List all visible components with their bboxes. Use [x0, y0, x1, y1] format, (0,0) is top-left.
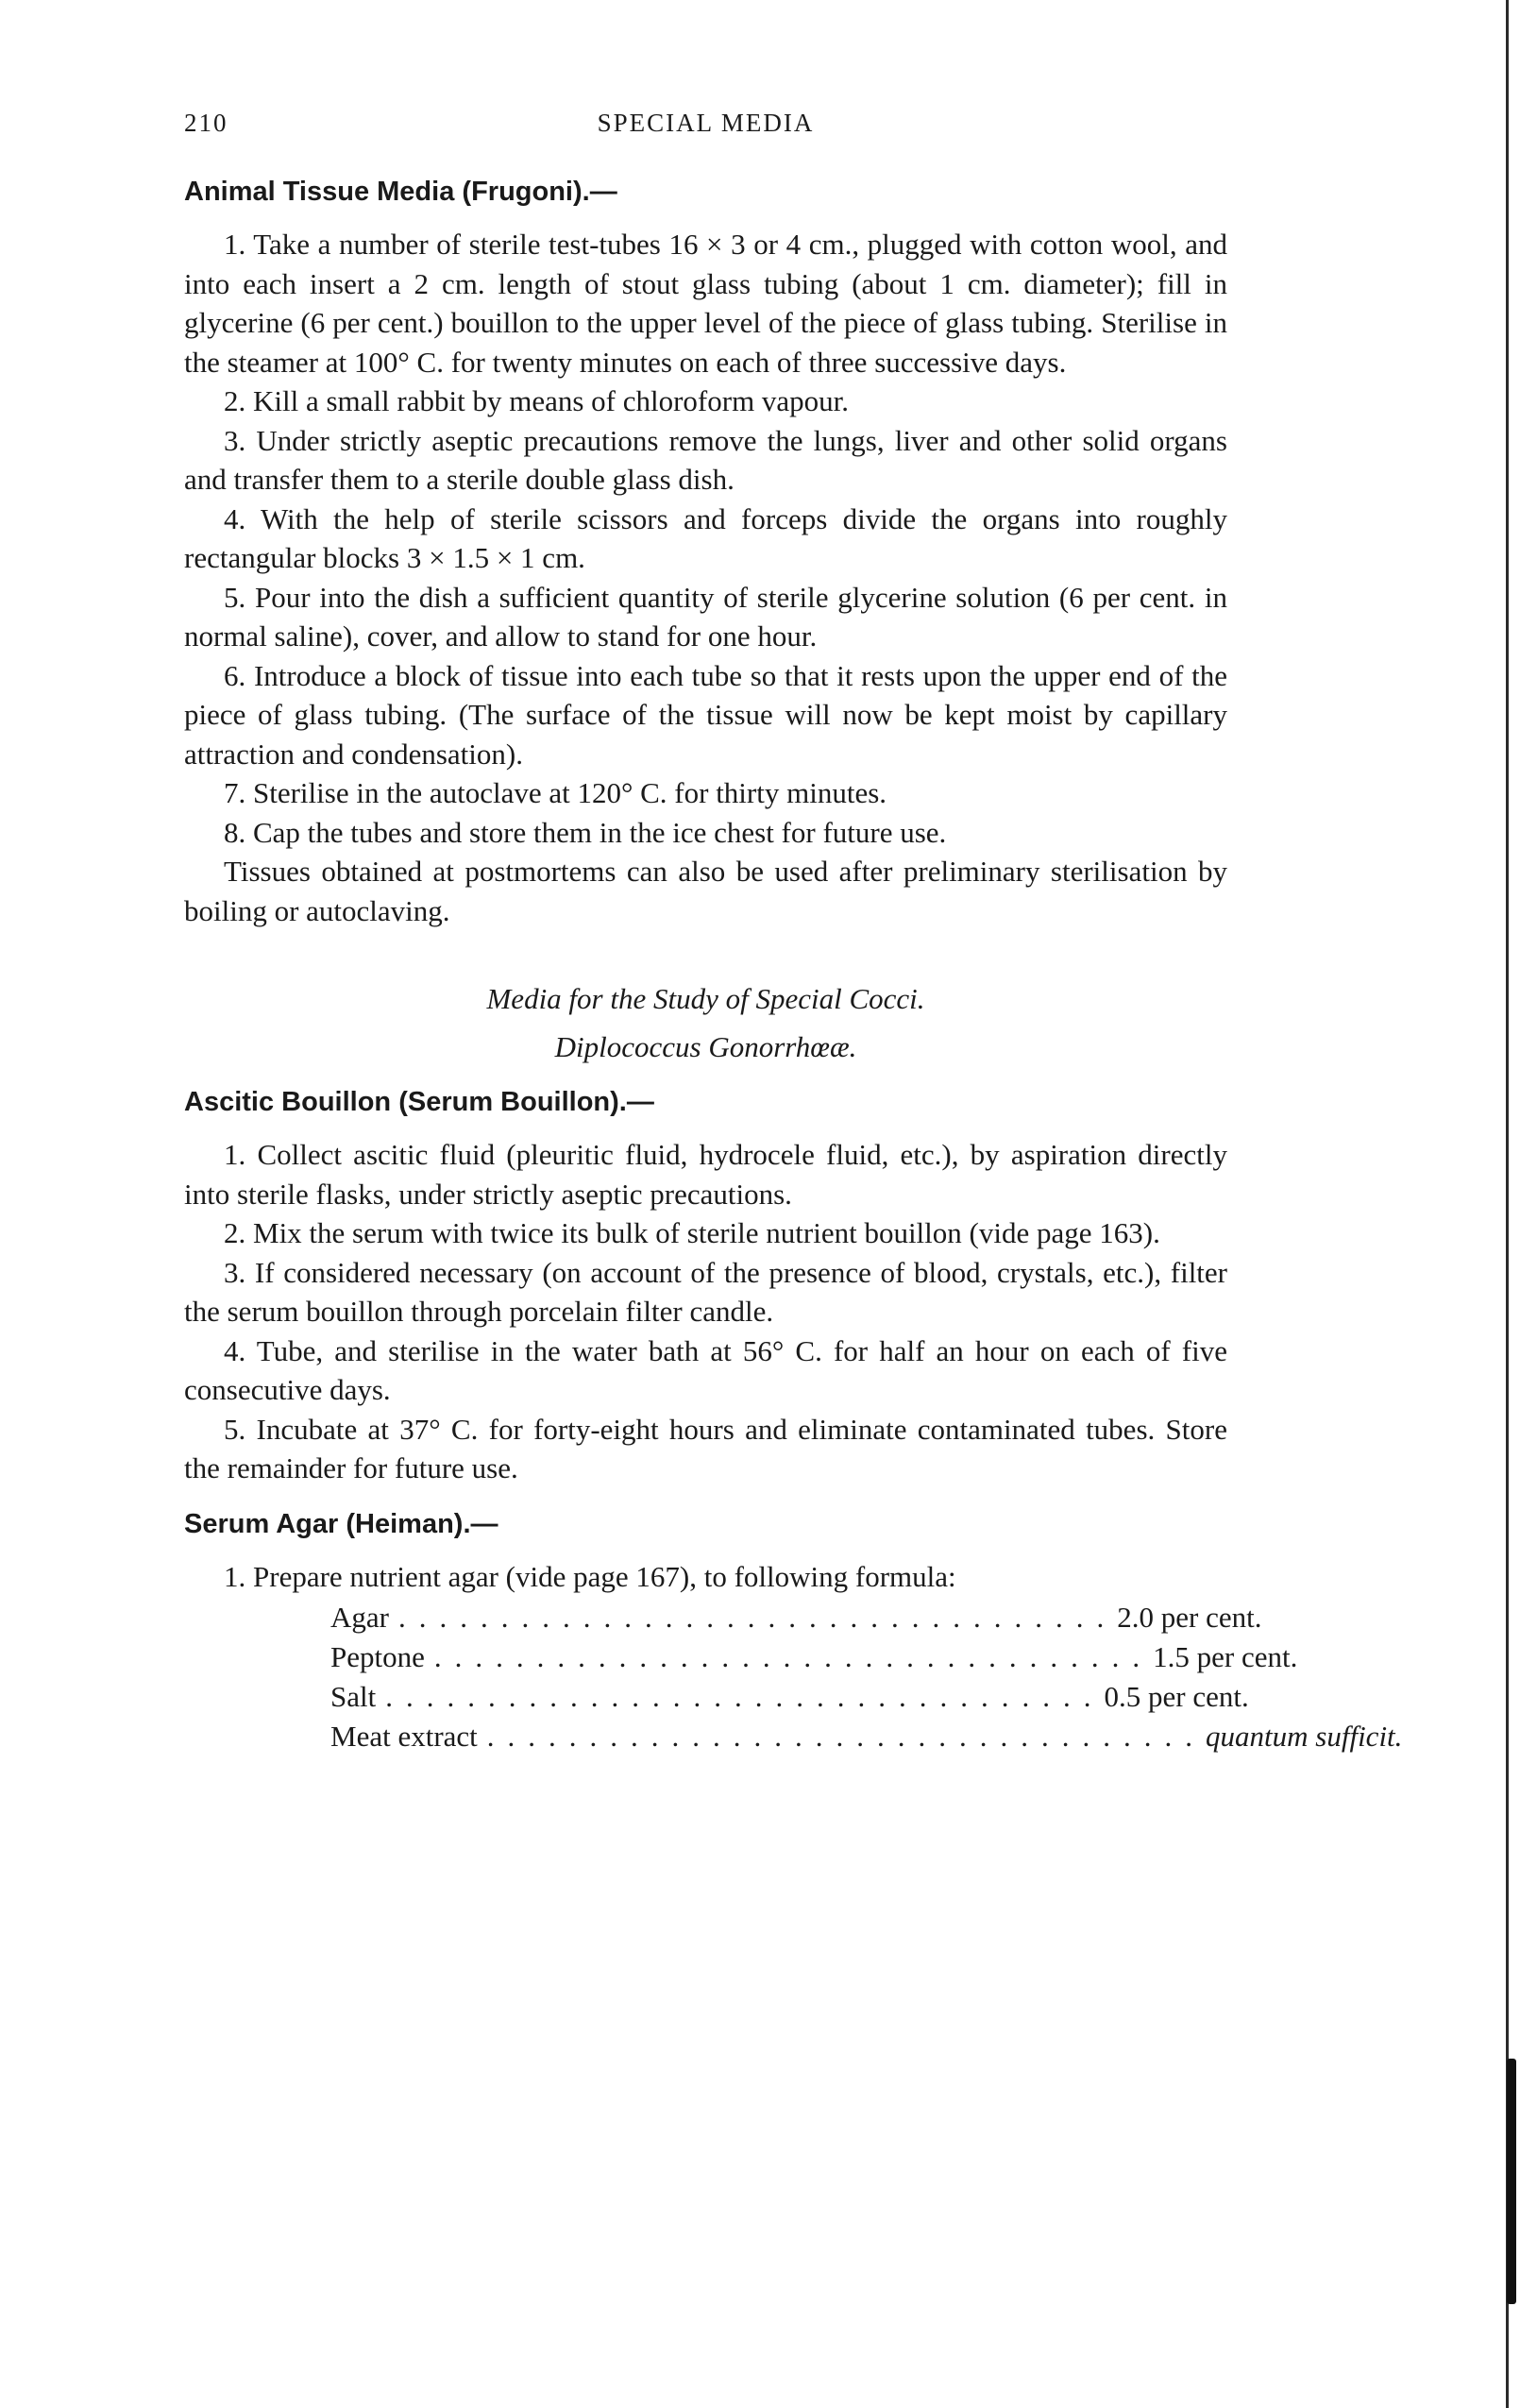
page-number: 210	[184, 109, 228, 137]
ascitic-bouillon-steps	[184, 1135, 1227, 1488]
formula-amount: 2.0 per cent.	[1117, 1601, 1262, 1634]
running-head-title: SPECIAL MEDIA	[597, 109, 815, 137]
formula-ingredient: Agar	[330, 1601, 389, 1634]
formula-row	[330, 1677, 1249, 1717]
serum-agar-formula-table	[330, 1598, 1403, 1756]
page-edge-binding-mark	[1507, 2059, 1516, 2304]
serum-agar-heading-author: (Heiman).—	[346, 1508, 498, 1539]
formula-ingredient: Salt	[330, 1680, 377, 1713]
book-page	[184, 109, 1403, 1756]
ascitic-bouillon-step-3: 3. If considered necessary (on account of the presence of blood, crystals, etc.), filter the serum bouillon through porcelain filter candle.	[184, 1255, 1227, 1328]
animal-tissue-step-4: 4. With the help of sterile scissors and forceps divide the organs into roughly rectangular blocks 3 × 1.5 × 1 cm.	[184, 501, 1227, 574]
formula-row	[330, 1717, 1403, 1756]
formula-amount: 0.5 per cent.	[1104, 1680, 1249, 1713]
animal-tissue-step-2: 2. Kill a small rabbit by means of chloroform vapour.	[224, 384, 850, 417]
running-head	[184, 109, 1227, 156]
animal-tissue-step-7: 7. Sterilise in the autoclave at 120° C. for thirty minutes.	[224, 776, 887, 809]
dot-leader: ...................................	[433, 1640, 1154, 1673]
serum-agar-heading-title: Serum Agar	[184, 1508, 339, 1539]
animal-tissue-heading	[184, 177, 1227, 208]
animal-tissue-step-8: 8. Cap the tubes and store them in the ice chest for future use.	[224, 815, 947, 849]
animal-tissue-step-3: 3. Under strictly aseptic precautions remove the lungs, liver and other solid organs and transfer them to a sterile double glass dish.	[184, 423, 1227, 496]
formula-ingredient: Peptone	[330, 1640, 425, 1673]
dot-leader: ...................................	[385, 1680, 1105, 1713]
formula-amount: quantum sufficit.	[1206, 1720, 1403, 1753]
serum-agar-heading	[184, 1509, 1227, 1540]
animal-tissue-step-5: 5. Pour into the dish a sufficient quantity of sterile glycerine solution (6 per cent. in normal saline), cover, and allow to stand for one hour.	[184, 580, 1227, 653]
animal-tissue-heading-author: (Frugoni).—	[462, 177, 617, 207]
special-cocci-title: Media for the Study of Special Cocci.	[486, 982, 925, 1015]
serum-agar-step-1: 1. Prepare nutrient agar (vide page 167), to following formula:	[224, 1559, 956, 1593]
formula-row	[330, 1637, 1298, 1677]
ascitic-bouillon-heading-title: Ascitic Bouillon	[184, 1087, 392, 1117]
ascitic-bouillon-heading-alt: (Serum Bouillon).—	[398, 1087, 654, 1117]
ascitic-bouillon-step-2: 2. Mix the serum with twice its bulk of sterile nutrient bouillon (vide page 163).	[224, 1216, 1160, 1249]
animal-tissue-step-6: 6. Introduce a block of tissue into each tube so that it rests upon the upper end of the piece of glass tubing. (The surface of the tissue will now be kept moist by capillary attraction and condensation).	[184, 658, 1227, 771]
special-cocci-subtitle: Diplococcus Gonorrhœæ.	[554, 1030, 857, 1063]
ascitic-bouillon-step-4: 4. Tube, and sterilise in the water bath at 56° C. for half an hour on each of five consecutive days.	[184, 1333, 1227, 1406]
animal-tissue-note: Tissues obtained at postmortems can also be used after preliminary sterilisation by boiling or autoclaving.	[184, 855, 1227, 927]
ascitic-bouillon-step-1: 1. Collect ascitic fluid (pleuritic fluid, hydrocele fluid, etc.), by aspiration directly into sterile flasks, under strictly aseptic precautions.	[184, 1138, 1227, 1211]
formula-ingredient: Meat extract	[330, 1720, 478, 1753]
formula-row	[330, 1598, 1262, 1637]
page-edge-shadow	[1506, 0, 1509, 2408]
ascitic-bouillon-heading	[184, 1087, 1227, 1118]
animal-tissue-step-1: 1. Take a number of sterile test-tubes 16 × 3 or 4 cm., plugged with cotton wool, and into each insert a 2 cm. length of stout glass tubing (about 1 cm. diameter); fill in glycerine (6 per cent.) bouillon to the upper level of the piece of glass tubing. Sterilise in the steamer at 100° C. for twenty minutes on each of three successive days.	[184, 228, 1227, 379]
ascitic-bouillon-step-5: 5. Incubate at 37° C. for forty-eight hours and eliminate contaminated tubes. Store the remainder for future use.	[184, 1412, 1227, 1484]
animal-tissue-heading-title: Animal Tissue Media	[184, 177, 455, 207]
animal-tissue-steps	[184, 225, 1227, 930]
dot-leader: ...................................	[486, 1720, 1207, 1753]
dot-leader: ...................................	[397, 1601, 1118, 1634]
formula-amount: 1.5 per cent.	[1153, 1640, 1298, 1673]
